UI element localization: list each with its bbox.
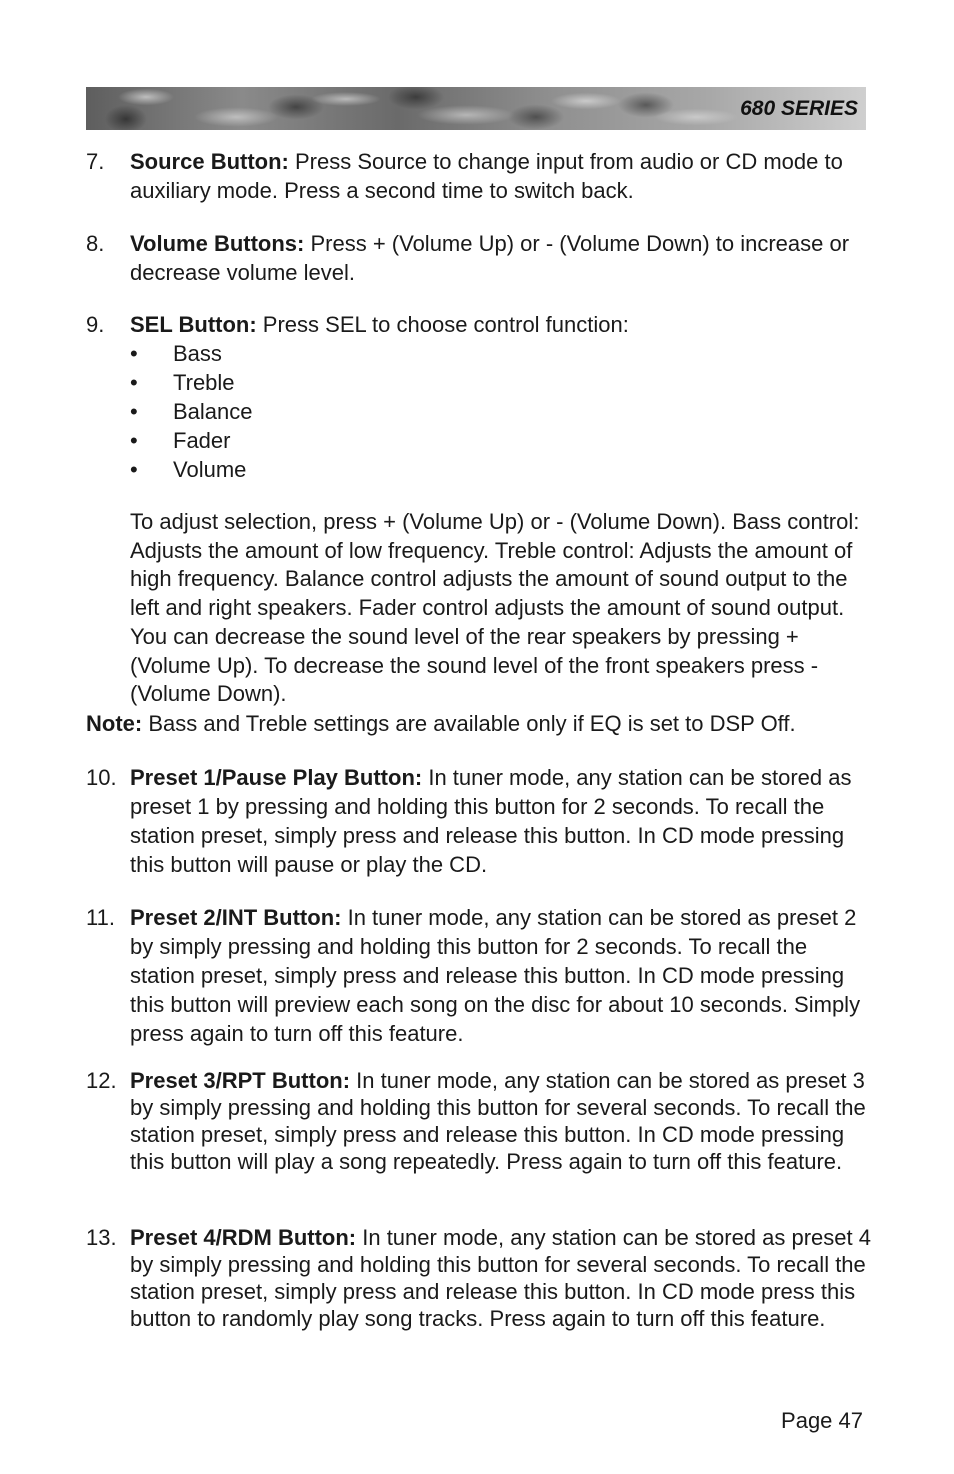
list-item-preset-2 [86, 903, 876, 1048]
bullet-icon: • [130, 399, 138, 424]
header-banner [86, 87, 866, 130]
bullet-icon: • [130, 457, 138, 482]
note [86, 709, 886, 738]
note-label: Note: [86, 711, 143, 736]
item-number: 10. [86, 765, 117, 790]
item-title: SEL Button: [130, 312, 257, 337]
item-title: Preset 2/INT Button: [130, 905, 342, 930]
item-title: Source Button: [130, 149, 289, 174]
bullet-icon: • [130, 341, 138, 366]
list-item-source [86, 147, 876, 205]
list-item: • Balance [130, 399, 253, 424]
sel-function-list [130, 339, 253, 484]
item-text: In tuner mode, any station can be stored as preset 3 by simply pressing and holding this button for several seconds. To recall the station preset, simply press and release this button. In CD mode pressing this button will play a song repeatedly. Press again to turn off this feature. [130, 1068, 866, 1174]
item-number: 12. [86, 1068, 117, 1093]
item-number: 11. [86, 905, 115, 930]
list-item: • Volume [130, 457, 247, 482]
item-title: Preset 1/Pause Play Button: [130, 765, 423, 790]
item-title: Volume Buttons: [130, 231, 305, 256]
list-item-preset-3 [86, 1067, 876, 1175]
item-text: In tuner mode, any station can be stored as preset 1 by pressing and holding this button for 2 seconds. To recall the station preset, simply press and release this button. In CD mode pressing this button will pause or play the CD. [130, 765, 852, 877]
bullet-icon: • [130, 370, 138, 395]
list-item: • Fader [130, 428, 231, 453]
series-title: 680 SERIES [740, 97, 858, 120]
list-item-preset-1 [86, 763, 876, 879]
list-item: • Treble [130, 370, 235, 395]
bullet-icon: • [130, 428, 138, 453]
list-item-volume [86, 229, 876, 287]
item-text: In tuner mode, any station can be stored as preset 2 by simply pressing and holding this button for 2 seconds. To recall the station preset, simply press and release this button. In CD mode pressing this button will preview each song on the disc for about 10 seconds. Simply press again to turn off this feature. [130, 905, 861, 1046]
item-title: Preset 3/RPT Button: [130, 1068, 351, 1093]
item-number: 7. [86, 149, 105, 174]
item-number: 8. [86, 231, 105, 256]
item-text: In tuner mode, any station can be stored as preset 4 by simply pressing and holding this button for several seconds. To recall the station preset, simply press and release this button. In CD mode press this button to randomly play song tracks. Press again to turn off this feature. [130, 1225, 871, 1331]
item-text: Press + (Volume Up) or - (Volume Down) to increase or decrease volume level. [130, 231, 850, 285]
item-text: Press SEL to choose control function: [256, 312, 629, 337]
list-item: • Bass [130, 341, 222, 366]
item-number: 9. [86, 312, 105, 337]
item-title: Preset 4/RDM Button: [130, 1225, 357, 1250]
note-text: Bass and Treble settings are available only if EQ is set to DSP Off. [142, 711, 796, 736]
adjust-paragraph: To adjust selection, press + (Volume Up) or - (Volume Down). Bass control: Adjusts the amount of low frequency. Treble control: Adjusts the amount of high frequency. Balance control adjusts the amount of sound output to the left and right speakers. Fader control adjusts the amount of sound output. You can decrease the sound level of the rear speakers by pressing + (Volume Up). To decrease the sound level of the front speakers press - (Volume Down). [130, 509, 860, 707]
list-item-preset-4 [86, 1224, 876, 1332]
page-number: Page 47 [781, 1408, 863, 1433]
item-number: 13. [86, 1225, 117, 1250]
item-text: Press Source to change input from audio or CD mode to auxiliary mode. Press a second time to switch back. [130, 149, 843, 203]
list-item-sel [86, 310, 876, 339]
